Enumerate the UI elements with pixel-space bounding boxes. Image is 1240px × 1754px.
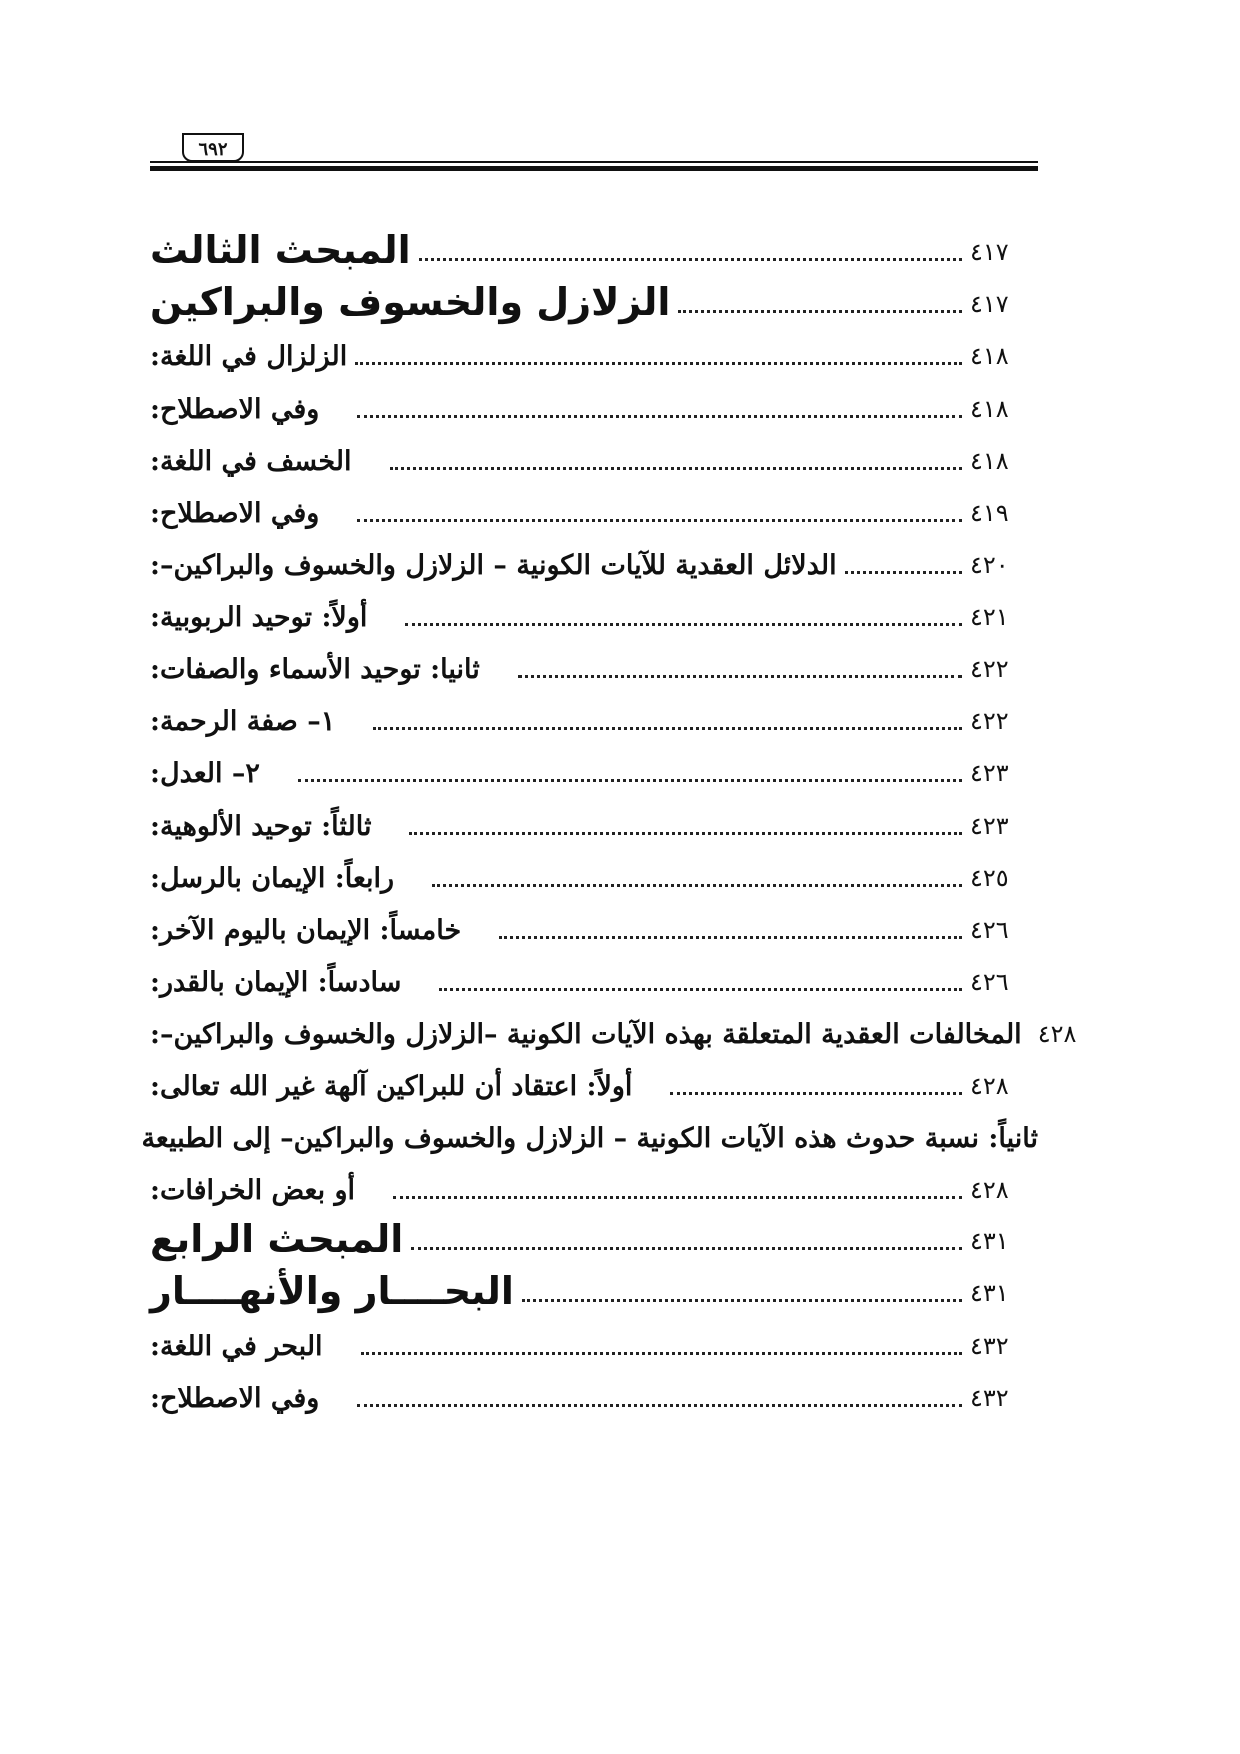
toc-entry: [150, 274, 1038, 326]
toc-leader-dots: [518, 675, 962, 678]
toc-page-number: ٤١٨: [970, 447, 1009, 475]
toc-leader-dots: [373, 727, 962, 730]
toc-heading: الزلازل والخسوف والبراكين: [150, 280, 671, 324]
toc-title: البحر في اللغة:: [150, 1331, 323, 1362]
toc-leader-dots: [355, 362, 962, 365]
toc-entry: [150, 900, 1038, 952]
toc-heading: البحــــار والأنهــــار: [150, 1269, 514, 1313]
toc-entry: [150, 431, 1038, 483]
toc-entry: [150, 1004, 1077, 1056]
toc-entry: [141, 1108, 1038, 1160]
toc-title: ثانياً: نسبة حدوث هذه الآيات الكونية – الزلازل والخسوف والبراكين– إلى الطبيعة: [141, 1123, 1038, 1154]
toc-title: المخالفات العقدية المتعلقة بهذه الآيات الكونية –الزلازل والخسوف والبراكين–:: [150, 1019, 1022, 1050]
toc-page-number: ٤٢٦: [970, 916, 1009, 944]
toc-title: ١– صفة الرحمة:: [150, 706, 336, 737]
toc-entry: [150, 1368, 1038, 1420]
toc-page-number: ٤٣٢: [970, 1332, 1009, 1360]
toc-entry: [150, 1160, 1038, 1212]
toc-leader-dots: [357, 415, 962, 418]
toc-title: الدلائل العقدية للآيات الكونية – الزلازل والخسوف والبراكين–:: [150, 550, 837, 581]
toc-page-number: ٤٢٨: [970, 1176, 1009, 1204]
toc-page-number: ٤٢٥: [970, 864, 1009, 892]
toc-page-number: ٤٢١: [970, 603, 1009, 631]
header-rule-thick: [150, 166, 1038, 171]
toc-title: وفي الاصطلاح:: [150, 394, 320, 425]
toc-page-number: ٤٣٢: [970, 1384, 1009, 1412]
toc-leader-dots: [522, 1299, 962, 1302]
toc-entry: [150, 743, 1038, 795]
toc-leader-dots: [409, 832, 962, 835]
toc-page-number: ٤١٨: [970, 342, 1009, 370]
toc-heading: المبحث الثالث: [150, 228, 411, 272]
toc-page-number: ٤٣١: [970, 1227, 1009, 1255]
toc-leader-dots: [361, 1352, 962, 1355]
toc-page-number: ٤٢٠: [970, 551, 1009, 579]
toc-leader-dots: [670, 1092, 962, 1095]
toc-title: أولاً: اعتقاد أن للبراكين آلهة غير الله تعالى:: [150, 1071, 633, 1102]
toc-title: خامساً: الإيمان باليوم الآخر:: [150, 915, 462, 946]
toc-page-number: ٤٢٢: [970, 707, 1009, 735]
toc-title: الخسف في اللغة:: [150, 446, 352, 477]
toc-leader-dots: [405, 623, 962, 626]
toc-page-number: ٤٢٢: [970, 655, 1009, 683]
toc-title: ثالثاً: توحيد الألوهية:: [150, 811, 372, 842]
toc-page-number: ٤٣١: [970, 1279, 1009, 1307]
toc-entry: [150, 222, 1038, 274]
toc-title: سادساً: الإيمان بالقدر:: [150, 967, 402, 998]
toc-leader-dots: [298, 779, 962, 782]
toc-leader-dots: [390, 467, 962, 470]
toc-title: الزلزال في اللغة:: [150, 341, 348, 372]
toc-title: أو بعض الخرافات:: [150, 1175, 356, 1206]
toc-page-number: ٤١٧: [970, 238, 1009, 266]
toc-entry: [150, 639, 1038, 691]
toc-page-number: ٤٢٦: [970, 968, 1009, 996]
toc-entry: [150, 326, 1038, 378]
toc-leader-dots: [411, 1247, 962, 1250]
toc-page-number: ٤١٨: [970, 395, 1009, 423]
toc-page-number: ٤٢٣: [970, 759, 1009, 787]
toc-entry: [150, 1263, 1038, 1315]
toc-entry: [150, 848, 1038, 900]
toc-leader-dots: [439, 988, 962, 991]
toc-leader-dots: [678, 310, 962, 313]
header-rule-thin: [150, 161, 1038, 163]
toc-entry: [150, 1056, 1038, 1108]
toc-page-number: ٤١٩: [970, 499, 1009, 527]
toc-title: وفي الاصطلاح:: [150, 1383, 320, 1414]
toc-entry: [150, 535, 1038, 587]
toc-entry: [150, 587, 1038, 639]
toc-leader-dots: [845, 571, 962, 574]
toc-entry: [150, 691, 1038, 743]
toc-page-number: ٤١٧: [970, 290, 1009, 318]
toc-leader-dots: [499, 936, 962, 939]
toc-page-number: ٤٢٣: [970, 812, 1009, 840]
toc-title: ٢– العدل:: [150, 758, 260, 789]
toc-leader-dots: [357, 1404, 962, 1407]
toc-leader-dots: [393, 1196, 962, 1199]
toc-heading: المبحث الرابع: [150, 1217, 404, 1261]
toc-entry: [150, 952, 1038, 1004]
toc-title: ثانيا: توحيد الأسماء والصفات:: [150, 654, 480, 685]
toc-entry: [150, 483, 1038, 535]
toc-entry: [150, 1211, 1038, 1263]
toc-entry: [150, 379, 1038, 431]
toc-page-number: ٤٢٨: [970, 1072, 1009, 1100]
page-number: ٦٩٢: [182, 133, 244, 162]
toc-entry: [150, 1316, 1038, 1368]
toc-title: أولاً: توحيد الربوبية:: [150, 602, 368, 633]
page-header: [150, 133, 1038, 173]
toc-title: وفي الاصطلاح:: [150, 498, 320, 529]
toc-leader-dots: [357, 519, 962, 522]
toc-leader-dots: [432, 884, 962, 887]
toc-entry: [150, 796, 1038, 848]
toc-page-number: ٤٢٨: [1037, 1020, 1077, 1048]
toc-leader-dots: [419, 258, 962, 261]
toc-title: رابعاً: الإيمان بالرسل:: [150, 863, 395, 894]
